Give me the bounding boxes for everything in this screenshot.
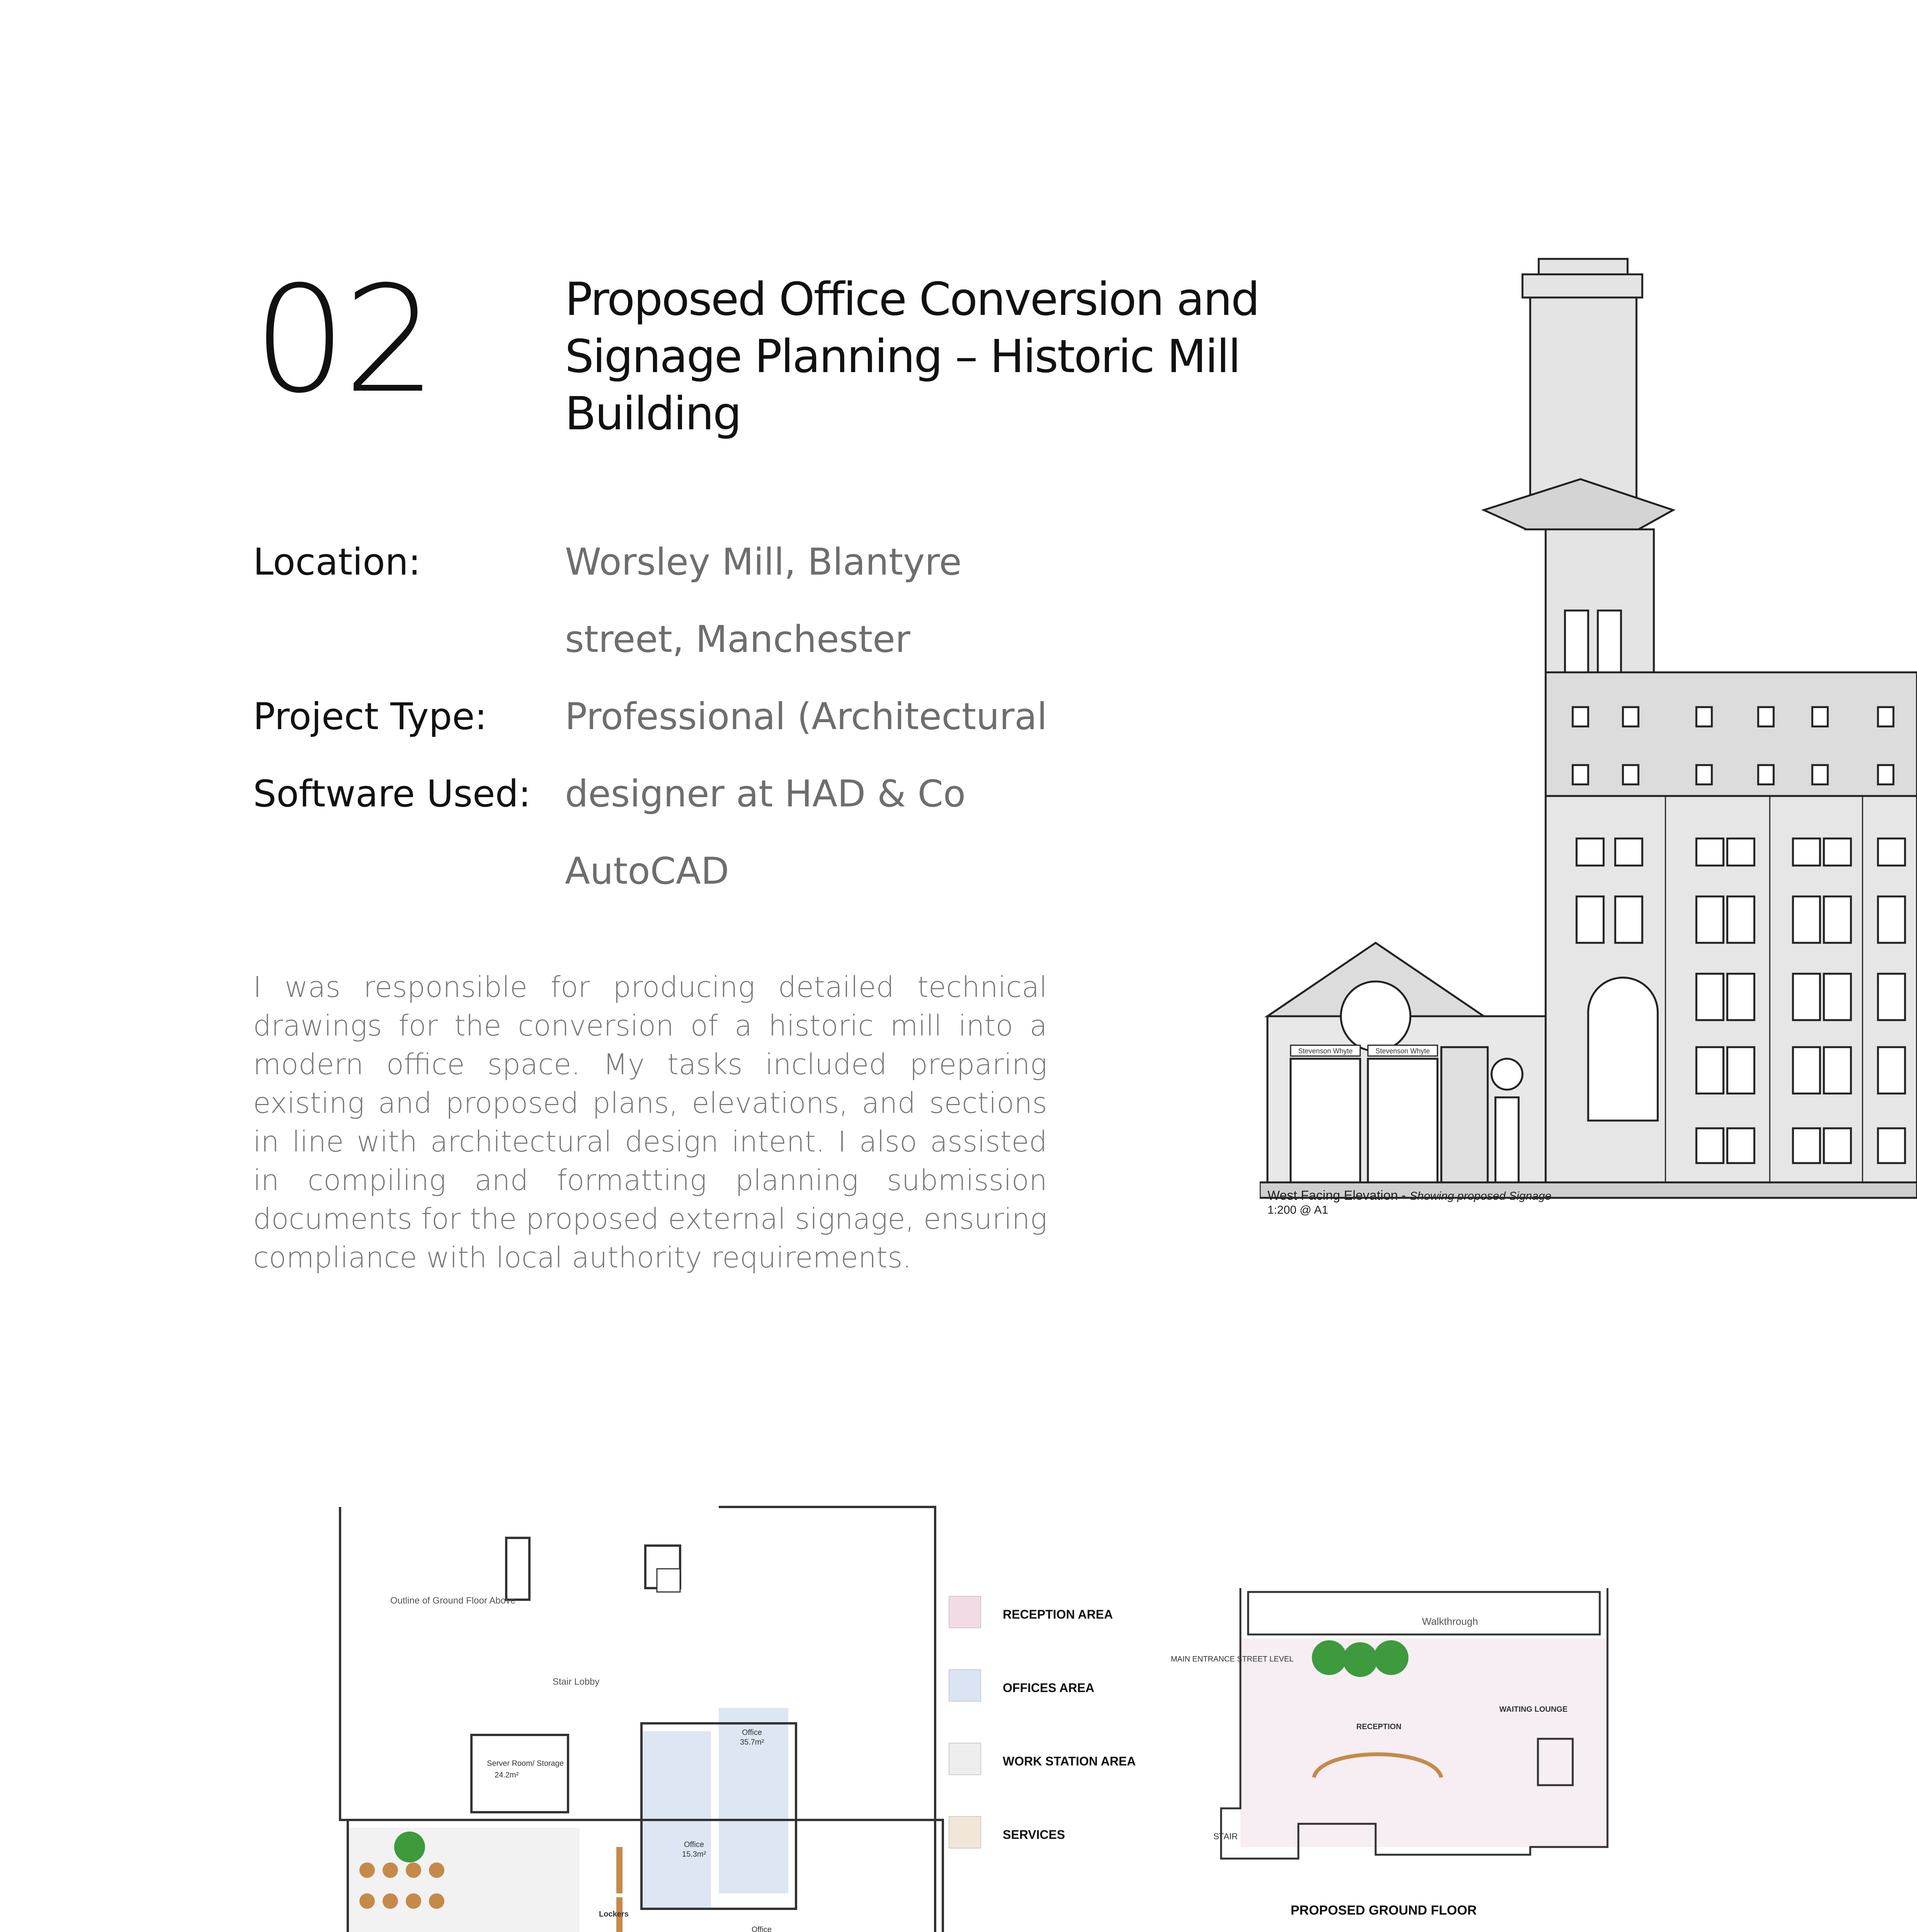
legend-swatch-services — [949, 1816, 981, 1849]
elevation-caption: West Facing Elevation - Showing proposed Signage — [1267, 1188, 1551, 1203]
legend-swatch-offices — [949, 1669, 981, 1702]
project-type-label: Project Type: — [253, 696, 487, 738]
location-line1: Worsley Mill, Blantyre — [565, 541, 962, 583]
legend-workstation: WORK STATION AREA — [1003, 1754, 1136, 1768]
sign-left: Stevenson Whyte — [1298, 1047, 1353, 1055]
stair-label: STAIR — [1213, 1832, 1238, 1841]
location-label: Location: — [253, 541, 421, 583]
server-room-label: Server Room/ Storage — [487, 1759, 564, 1768]
elevation-caption-note: Showing proposed Signage — [1409, 1190, 1551, 1202]
walkthrough-label: Walkthrough — [1422, 1616, 1478, 1627]
lockers-label: Lockers — [599, 1910, 629, 1918]
west-elevation-drawing — [1260, 247, 1917, 1236]
project-number: 02 — [253, 254, 434, 425]
reception-label-gf: RECEPTION — [1356, 1723, 1402, 1731]
project-type-line2: designer at HAD & Co — [565, 773, 966, 815]
lower-ground-floor-plan — [332, 1499, 1043, 1932]
legend-services: SERVICES — [1003, 1828, 1065, 1842]
office1-label: Office — [742, 1728, 762, 1737]
project-type-line1: Professional (Architectural — [565, 696, 1048, 738]
project-description: I was responsible for producing detailed technical drawings for the conversion of a historic mill into a modern office space. My tasks included preparing existing and proposed plans, elevations, and sections in line with architectural design intent. I also assisted in compiling and formatting planning submission documents for the proposed external signage, ensuring compliance with local authority requirements. — [253, 971, 1047, 1274]
legend-reception: RECEPTION AREA — [1003, 1607, 1113, 1621]
outline-note: Outline of Ground Floor Above — [390, 1595, 516, 1606]
sign-right: Stevenson Whyte — [1375, 1047, 1430, 1055]
ground-floor-plan — [1159, 1577, 1662, 1924]
software-value: AutoCAD — [565, 850, 730, 893]
legend-swatch-workstation — [949, 1743, 981, 1775]
office3-label: Office — [752, 1925, 772, 1932]
waiting-lounge-label: WAITING LOUNGE — [1499, 1705, 1568, 1714]
location-line2: street, Manchester — [565, 618, 910, 661]
main-entrance-label: MAIN ENTRANCE STREET LEVEL — [1171, 1655, 1294, 1663]
legend-swatch-reception — [949, 1596, 981, 1628]
legend-offices: OFFICES AREA — [1003, 1681, 1095, 1695]
stair-lobby-label: Stair Lobby — [553, 1677, 600, 1687]
ground-floor-title: PROPOSED GROUND FLOOR — [1291, 1903, 1477, 1918]
office2-area: 15.3m² — [682, 1850, 706, 1859]
software-label: Software Used: — [253, 773, 531, 815]
elevation-scale: 1:200 @ A1 — [1267, 1204, 1328, 1216]
office2-label: Office — [684, 1840, 704, 1849]
office1-area: 35.7m² — [740, 1738, 764, 1747]
project-title: Proposed Office Conversion and Signage Planning – Historic Mill Building — [565, 272, 1259, 440]
elevation-caption-title: West Facing Elevation — [1267, 1188, 1398, 1203]
server-room-area: 24.2m² — [495, 1771, 519, 1779]
